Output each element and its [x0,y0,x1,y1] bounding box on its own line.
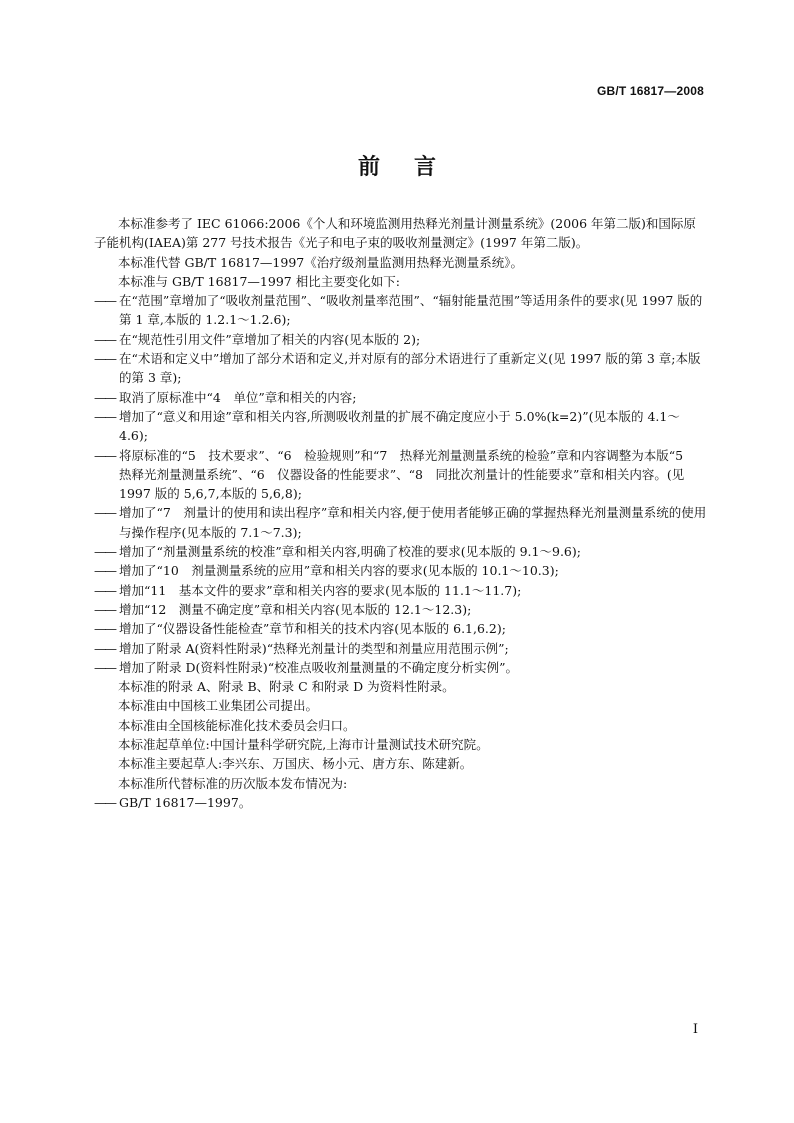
dash-mark: —— [94,544,115,560]
list-item-text: 增加了“意义和用途”章和相关内容,所测吸收剂量的扩展不确定度应小于 5.0%(k=2)”(见本版的 4.1～4.6); [119,408,680,444]
list-item-text: 将原标准的“5 技术要求”、“6 检验规则”和“7 热释光剂量测量系统的检验”章和内容调整为本版“5 热释光剂量测量系统”、“6 仪器设备的性能要求”、“8 同批次剂量计的性能要求”章和相关内容。(见 1997 版的 5,6,7,本版的 5,6,8); [119,447,696,502]
list-item [94,639,708,658]
page-number: I [692,1022,698,1037]
list-item [94,349,708,388]
dash-mark: —— [94,601,115,617]
dash-mark: —— [94,621,115,637]
standard-code-header: GB/T 16817—2008 [596,84,704,98]
list-item [94,619,708,638]
dash-mark: —— [94,447,115,463]
dash-mark: —— [94,505,115,521]
list-item-text: 取消了原标准中“4 单位”章和相关的内容; [119,389,357,405]
foreword-body [94,214,708,812]
list-item-text: 在“术语和定义中”增加了部分术语和定义,并对原有的部分术语进行了重新定义(见 1997 版的第 3 章;本版的第 3 章); [119,351,701,386]
list-item-text: 增加“11 基本文件的要求”章和相关内容的要求(见本版的 11.1～11.7); [119,582,522,598]
list-item-text: 增加了附录 A(资料性附录)“热释光剂量计的类型和剂量应用范围示例”; [119,640,509,656]
paragraph: 本标准起草单位:中国计量科学研究院,上海市计量测试技术研究院。 [118,737,489,753]
paragraph [94,214,708,253]
list-item [94,388,708,407]
list-item [94,658,708,677]
paragraph: 本标准由中国核工业集团公司提出。 [118,698,319,714]
list-item [94,793,708,812]
list-item-text: 增加“12 测量不确定度”章和相关内容(见本版的 12.1～12.3); [119,601,472,617]
paragraph: 本标准主要起草人:李兴东、万国庆、杨小元、唐方东、陈建新。 [118,756,473,772]
paragraph: 本标准由全国核能标准化技术委员会归口。 [118,717,356,733]
page-title: 前言 [357,154,470,180]
list-item-text: 增加了“剂量测量系统的校准”章和相关内容,明确了校准的要求(见本版的 9.1～9.6); [119,544,581,560]
dash-mark: —— [94,293,115,309]
list-item-text: 在“范围”章增加了“吸收剂量范围”、“吸收剂量率范围”、“辐射能量范围”等适用条件的要求(见 1997 版的第 1 章,本版的 1.2.1～1.2.6); [119,293,703,328]
dash-mark: —— [94,408,115,424]
list-item [94,561,708,580]
dash-mark: —— [94,794,115,810]
list-item [94,407,708,446]
dash-mark: —— [94,389,115,405]
dash-mark: —— [94,640,115,656]
dash-mark: —— [94,563,115,579]
dash-mark: —— [94,582,115,598]
paragraph: 本标准的附录 A、附录 B、附录 C 和附录 D 为资料性附录。 [118,679,455,695]
list-item [94,330,708,349]
dash-mark: —— [94,351,115,367]
list-item [94,542,708,561]
paragraph-text: 本标准参考了 IEC 61066:2006《个人和环境监测用热释光剂量计测量系统》(2006 年第二版)和国际原子能机构(IAEA)第 277 号技术报告《光子和电子束的吸收剂量测定》(1997 年第二版)。 [94,216,696,251]
dash-mark: —— [94,659,115,675]
list-item-text: GB/T 16817—1997。 [119,794,252,810]
list-item-text: 在“规范性引用文件”章增加了相关的内容(见本版的 2); [119,331,421,347]
paragraph: 本标准与 GB/T 16817—1997 相比主要变化如下: [118,273,400,289]
dash-mark: —— [94,331,115,347]
list-item-text: 增加了“7 剂量计的使用和读出程序”章和相关内容,便于使用者能够正确的掌握热释光剂量测量系统的使用与操作程序(见本版的 7.1～7.3); [119,505,707,540]
list-item-text: 增加了附录 D(资料性附录)“校准点吸收剂量测量的不确定度分析实例”。 [119,659,519,675]
list-item [94,581,708,600]
list-item [94,600,708,619]
list-item-text: 增加了“10 剂量测量系统的应用”章和相关内容的要求(见本版的 10.1～10.3); [119,563,559,579]
paragraph: 本标准代替 GB/T 16817—1997《治疗级剂量监测用热释光测量系统》。 [118,254,523,270]
list-item [94,446,708,504]
list-item-text: 增加了“仪器设备性能检查”章节和相关的技术内容(见本版的 6.1,6.2); [119,621,506,637]
list-item [94,503,708,542]
paragraph: 本标准所代替标准的历次版本发布情况为: [118,775,348,791]
list-item [94,291,708,330]
